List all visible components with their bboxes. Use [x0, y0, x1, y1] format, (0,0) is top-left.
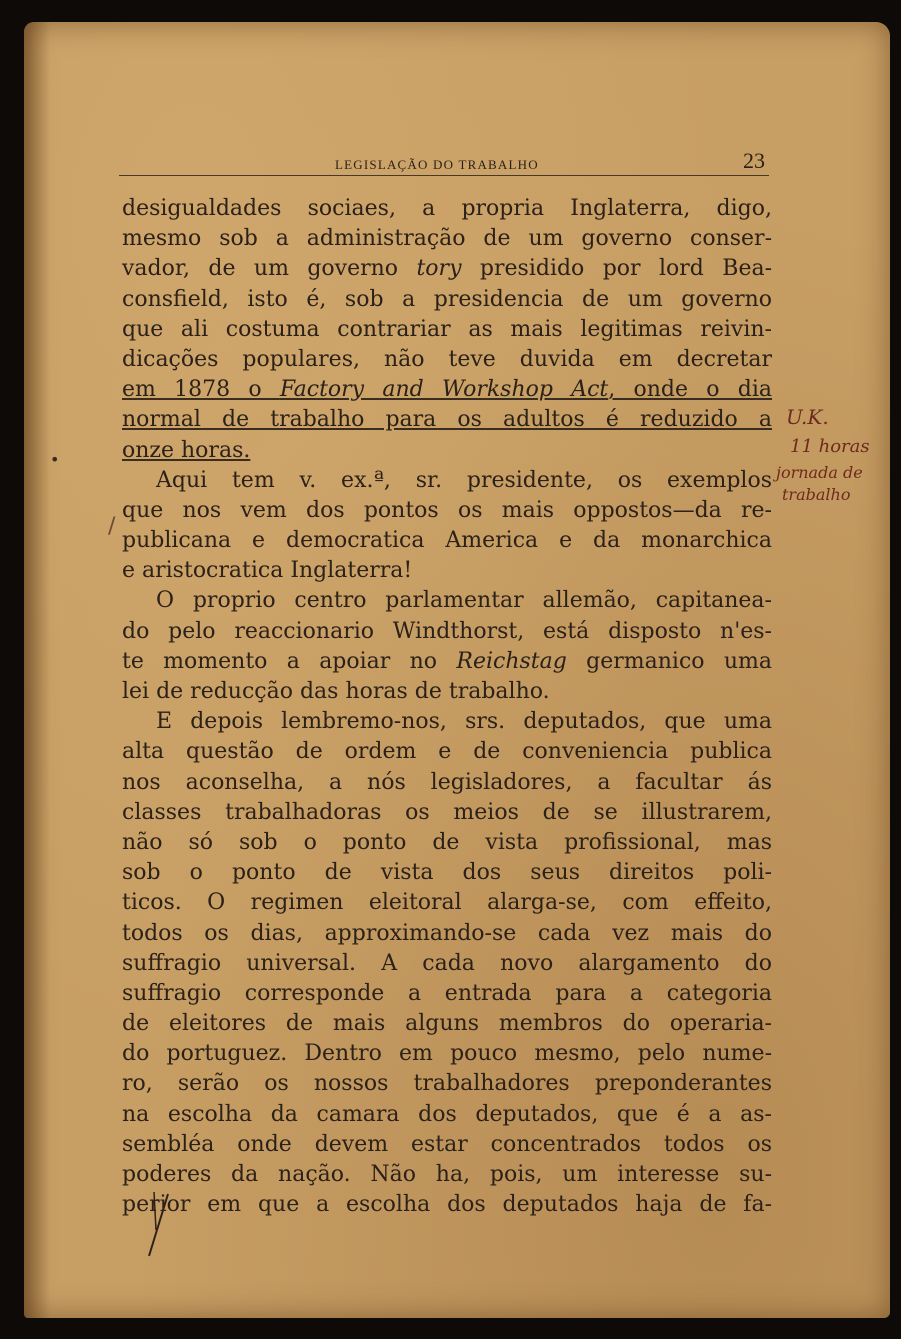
text-line: de eleitores de mais alguns membros do operaria- [122, 1011, 772, 1037]
underlined-line: em 1878 o Factory and Workshop Act, onde o dia [122, 377, 772, 403]
handwritten-annotation: 11 horas [790, 436, 870, 457]
italic-term-reichstag: Reichstag [456, 648, 567, 674]
text-line: todos os dias, approximando-se cada vez mais do [122, 920, 772, 946]
body-text [122, 194, 772, 1220]
pen-stroke-mark [146, 1190, 176, 1260]
text-line: sob o ponto de vista dos seus direitos poli- [122, 860, 772, 886]
text-line: que ali costuma contrariar as mais legitimas reivin- [122, 316, 772, 342]
text-line: sembléa onde devem estar concentrados todos os [122, 1131, 772, 1157]
text-line: classes trabalhadoras os meios de se illustrarem, [122, 799, 772, 825]
text-line: perior em que a escolha dos deputados haja de fa- [122, 1192, 772, 1218]
text-line: te momento a apoiar no Reichstag germanico uma [122, 648, 772, 674]
text-line: ticos. O regimen eleitoral alarga-se, com effeito, [122, 890, 772, 916]
text-line: do portuguez. Dentro em pouco mesmo, pelo nume- [122, 1041, 772, 1067]
text-line: mesmo sob a administração de um governo conser- [122, 226, 772, 252]
underlined-line: normal de trabalho para os adultos é reduzido a [122, 407, 772, 433]
italic-term-tory: tory [416, 256, 462, 282]
text-line: consfield, isto é, sob a presidencia de um governo [122, 286, 772, 312]
italic-term-factory-act: Factory and Workshop Act [279, 377, 609, 403]
text-line: que nos vem dos pontos os mais oppostos—da re- [122, 497, 772, 523]
text-line: alta questão de ordem e de conveniencia publica [122, 739, 772, 765]
text-line: lei de reducção das horas de trabalho. [122, 679, 550, 704]
book-page [24, 22, 890, 1318]
page-number: 23 [743, 148, 765, 173]
handwritten-annotation: jornada de [776, 463, 863, 482]
running-title: LEGISLAÇÃO DO TRABALHO [335, 157, 539, 172]
handwritten-annotation: U.K. [786, 405, 829, 429]
margin-slash-mark: / [108, 514, 116, 539]
text-line: publicana e democratica America e da monarchica [122, 528, 772, 554]
text-line: suffragio universal. A cada novo alargamento do [122, 950, 772, 976]
paragraph-start: O proprio centro parlamentar allemão, capitanea- [156, 588, 772, 614]
text-line: na escolha da camara dos deputados, que é a as- [122, 1101, 772, 1127]
text-line: e aristocratica Inglaterra! [122, 558, 413, 584]
margin-bullet-mark: • [50, 450, 60, 469]
text-line: vador, de um governo tory presidido por lord Bea- [122, 256, 773, 282]
paragraph-start: E depois lembremo-nos, srs. deputados, que uma [156, 709, 772, 735]
text-line: dicações populares, não teve duvida em decretar [122, 346, 772, 372]
text-line: suffragio corresponde a entrada para a categoria [122, 980, 772, 1006]
text-line: não só sob o ponto de vista profissional, mas [122, 829, 772, 855]
text-line: poderes da nação. Não ha, pois, um interesse su- [122, 1162, 772, 1187]
text-line: nos aconselha, a nós legisladores, a facultar ás [122, 769, 772, 795]
paragraph-start: Aqui tem v. ex.ª, sr. presidente, os exemplos [156, 467, 772, 493]
underlined-line: onze horas. [122, 437, 251, 463]
handwritten-annotation: trabalho [782, 485, 851, 504]
page-header [119, 135, 769, 176]
text-line: ro, serão os nossos trabalhadores preponderantes [122, 1071, 772, 1097]
text-line: do pelo reaccionario Windthorst, está disposto n'es- [122, 618, 772, 644]
text-line: desigualdades sociaes, a propria Inglaterra, digo, [122, 196, 772, 221]
